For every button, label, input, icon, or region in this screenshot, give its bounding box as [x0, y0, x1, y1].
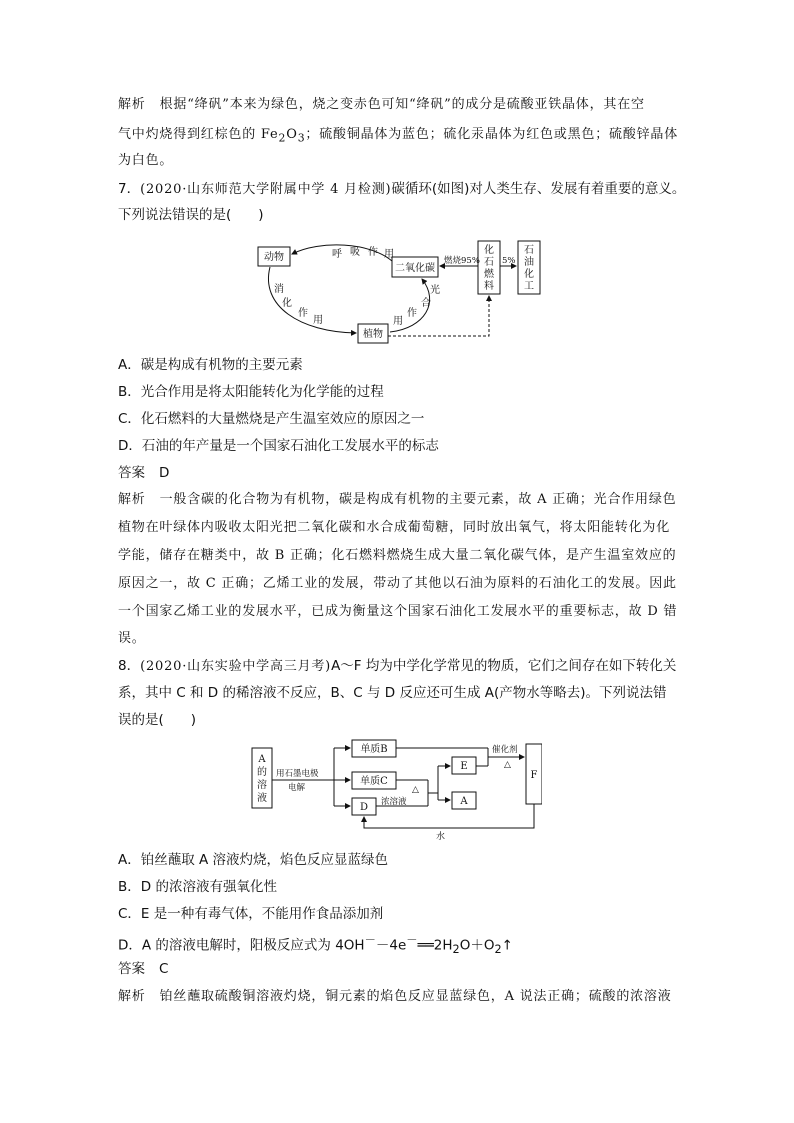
- svg-text:化: 化: [282, 298, 292, 309]
- svg-text:电解: 电解: [288, 783, 306, 793]
- svg-text:△: △: [504, 760, 511, 770]
- q7-analysis-line-1: 解析 一般含碳的化合物为有机物，碳是构成有机物的主要元素，故 A 正确；光合作用绿色: [118, 492, 677, 507]
- q7-option-a: A．碳是构成有机物的主要元素: [118, 357, 303, 373]
- five-percent-label: 5%: [502, 256, 516, 266]
- svg-text:作: 作: [407, 308, 417, 319]
- q8-option-d: D．A 的溶液电解时，阳极反应式为 $4OH^--4e^-══2H_2O+O_2↑$: [118, 934, 513, 957]
- svg-text:用: 用: [384, 249, 394, 260]
- svg-text:A: A: [460, 796, 468, 807]
- svg-text:的: 的: [257, 767, 267, 778]
- q7-analysis-line-2: 植物在叶绿体内吸收太阳光把二氧化碳和水合成葡萄糖，同时放出氧气，将太阳能转化为化: [118, 520, 671, 535]
- co2-label: 二氧化碳: [395, 263, 435, 274]
- water-label: 水: [436, 832, 446, 840]
- q7-analysis-line-5: 一个国家乙烯工业的发展水平，已成为衡量这个国家石油化工发展水平的重要标志，故 D 错: [118, 604, 678, 619]
- carbon-cycle-diagram: [250, 236, 550, 346]
- svg-text:用: 用: [313, 315, 323, 326]
- svg-text:合: 合: [421, 298, 431, 309]
- svg-text:石: 石: [524, 245, 534, 256]
- q8-option-b: B．D 的浓溶液有强氧化性: [118, 879, 277, 895]
- q7-stem-line-2: 下列说法错误的是( ): [118, 207, 264, 223]
- svg-text:工: 工: [524, 281, 534, 292]
- top-analysis-line-1: 解析 根据“绛矾”本来为绿色，烧之变赤色可知“绛矾”的成分是硫酸亚铁晶体，其在空: [118, 97, 645, 112]
- svg-text:D: D: [359, 802, 369, 813]
- top-analysis-line-3: 为白色。: [118, 153, 174, 168]
- top-analysis-line-2: 气中灼烧得到红棕色的 $Fe_2O_3$；硫酸铜晶体为蓝色；硫化汞晶体为红色或黑色；硫酸锌晶体: [118, 127, 679, 145]
- burn-label: 燃烧95%: [444, 256, 480, 266]
- svg-text:溶: 溶: [257, 780, 267, 791]
- svg-text:石: 石: [484, 257, 494, 268]
- q7-answer: 答案 D: [118, 465, 170, 481]
- water-arrow: [364, 804, 534, 828]
- q7-option-d: D．石油的年产量是一个国家石油化工发展水平的标志: [118, 438, 439, 454]
- analysis-tag: 解析: [118, 97, 146, 112]
- svg-text:料: 料: [484, 281, 494, 292]
- reaction-flow-diagram: [250, 738, 542, 840]
- q8-option-c: C．E 是一种有毒气体，不能用作食品添加剂: [118, 906, 384, 922]
- conc-label: 浓溶液: [381, 797, 407, 807]
- svg-text:单质C: 单质C: [360, 776, 388, 787]
- svg-text:呼: 呼: [332, 249, 342, 260]
- catalyst-label: 催化剂: [492, 745, 518, 755]
- q7-analysis-line-3: 学能，储存在糖类中，故 B 正确；化石燃料燃烧生成大量二氧化碳气体，是产生温室效应的: [118, 548, 677, 563]
- svg-text:作: 作: [298, 308, 308, 319]
- q8-answer: 答案 C: [118, 961, 169, 977]
- electrolysis-label: 用石墨电极: [276, 769, 319, 779]
- svg-text:F: F: [530, 770, 538, 781]
- dashed-arrow: [388, 296, 489, 336]
- q8-analysis-line-1: 解析 铂丝蘸取硫酸铜溶液灼烧，铜元素的焰色反应显蓝绿色，A 说法正确；硫酸的浓溶液: [118, 989, 672, 1004]
- svg-text:作: 作: [368, 247, 378, 258]
- svg-text:化: 化: [524, 269, 534, 280]
- q8-option-a: A．铂丝蘸取 A 溶液灼烧，焰色反应显蓝绿色: [118, 852, 389, 868]
- svg-text:化: 化: [484, 245, 494, 256]
- svg-text:油: 油: [524, 257, 534, 268]
- svg-text:燃: 燃: [484, 269, 494, 280]
- q8-stem-line-2: 系，其中 C 和 D 的稀溶液不反应，B、C 与 D 反应还可生成 A(产物水等略去)。下列说法错: [118, 685, 667, 701]
- q8-stem-line-1: 8．(2020·山东实验中学高三月考)A～F 均为中学化学常见的物质，它们之间存在如下转化关: [118, 658, 677, 674]
- q7-stem-line-1: 7．(2020·山东师范大学附属中学 4 月检测)碳循环(如图)对人类生存、发展有着重要的意义。: [118, 181, 686, 197]
- plant-label: 植物: [363, 329, 383, 340]
- svg-text:△: △: [412, 785, 419, 795]
- svg-text:A: A: [258, 754, 266, 765]
- svg-text:用: 用: [393, 316, 403, 327]
- svg-text:吸: 吸: [350, 247, 360, 258]
- svg-text:消: 消: [274, 284, 284, 295]
- svg-text:单质B: 单质B: [360, 744, 388, 755]
- q7-option-b: B．光合作用是将太阳能转化为化学能的过程: [118, 384, 384, 400]
- svg-text:液: 液: [257, 793, 267, 804]
- svg-text:E: E: [460, 761, 468, 772]
- animal-label: 动物: [264, 252, 284, 263]
- q7-option-c: C．化石燃料的大量燃烧是产生温室效应的原因之一: [118, 411, 425, 427]
- q7-analysis-line-6: 误。: [118, 631, 146, 646]
- svg-text:光: 光: [430, 285, 440, 296]
- q7-analysis-line-4: 原因之一，故 C 正确；乙烯工业的发展，带动了其他以石油为原料的石油化工的发展。因此: [118, 576, 677, 591]
- q8-stem-line-3: 误的是( ): [118, 712, 197, 728]
